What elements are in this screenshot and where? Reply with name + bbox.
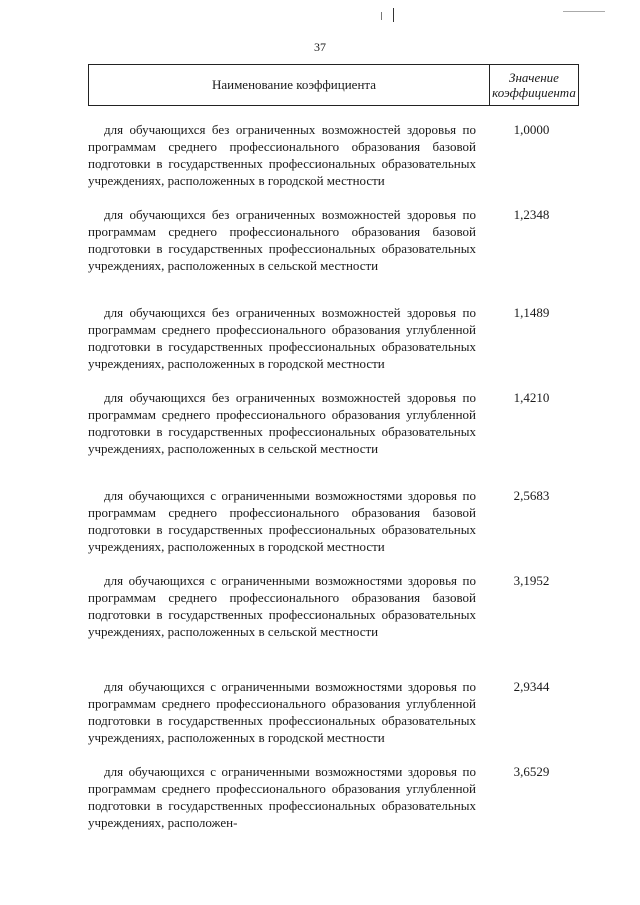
table-row <box>88 679 579 747</box>
row-value: 2,9344 <box>513 679 550 694</box>
table-row <box>88 573 579 641</box>
page-number: 37 <box>314 40 326 54</box>
table-row <box>88 390 579 458</box>
row-description: для обучающихся без ограниченных возможностей здоровья по программам среднего профессионального образования базовой подготовки в государственных профессиональных образовательных учреждениях, расположенных в сельской местности <box>88 207 476 273</box>
table-row <box>88 488 579 556</box>
row-description: для обучающихся с ограниченными возможностями здоровья по программам среднего профессионального образования базовой подготовки в государственных профессиональных образовательных учреждениях, расположенных в сельской местности <box>88 573 476 639</box>
scan-mark-top-right <box>563 11 605 12</box>
row-description: для обучающихся без ограниченных возможностей здоровья по программам среднего профессионального образования базовой подготовки в государственных профессиональных образовательных учреждениях, расположенных в городской местности <box>88 122 476 188</box>
row-value: 1,1489 <box>513 305 550 320</box>
row-value: 1,2348 <box>513 207 550 222</box>
table-row <box>88 122 579 190</box>
row-value: 3,1952 <box>513 573 550 588</box>
row-description: для обучающихся с ограниченными возможностями здоровья по программам среднего профессионального образования углубленной подготовки в государственных профессиональных образовательных учреждениях, расположен- <box>88 764 476 830</box>
table-row <box>88 305 579 373</box>
row-description: для обучающихся без ограниченных возможностей здоровья по программам среднего профессионального образования углубленной подготовки в государственных профессиональных образовательных учреждениях, расположенных в сельской местности <box>88 390 476 456</box>
table-header <box>88 64 579 106</box>
row-value: 1,4210 <box>513 390 550 405</box>
table-row <box>88 764 579 832</box>
row-value: 1,0000 <box>513 122 550 137</box>
scan-mark-top-center <box>393 8 394 22</box>
header-value-line2: коэффициента <box>492 85 576 100</box>
row-value: 3,6529 <box>513 764 550 779</box>
scan-mark-top-left <box>381 12 382 20</box>
row-value: 2,5683 <box>513 488 550 503</box>
header-coefficient-name: Наименование коэффициента <box>89 65 490 105</box>
table-row <box>88 207 579 275</box>
row-description: для обучающихся без ограниченных возможностей здоровья по программам среднего профессионального образования углубленной подготовки в государственных профессиональных образовательных учреждениях, расположенных в городской местности <box>88 305 476 371</box>
row-description: для обучающихся с ограниченными возможностями здоровья по программам среднего профессионального образования базовой подготовки в государственных профессиональных образовательных учреждениях, расположенных в городской местности <box>88 488 476 554</box>
header-coefficient-value <box>490 65 578 105</box>
row-description: для обучающихся с ограниченными возможностями здоровья по программам среднего профессионального образования углубленной подготовки в государственных профессиональных образовательных учреждениях, расположенных в городской местности <box>88 679 476 745</box>
header-value-line1: Значение <box>509 70 559 85</box>
